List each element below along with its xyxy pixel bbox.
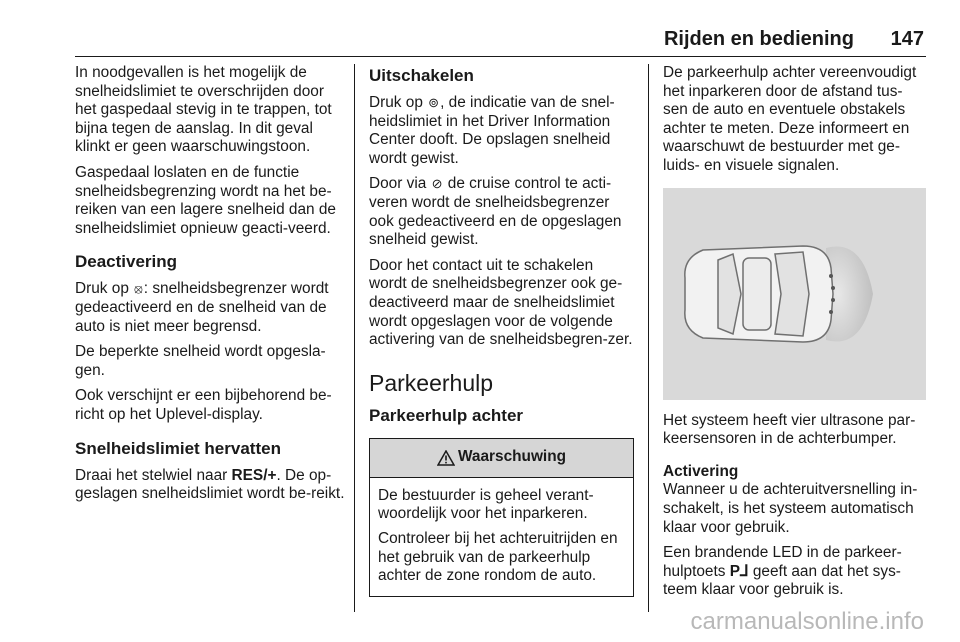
paragraph: Een brandende LED in de parkeer-hulptoets P⅃ geeft aan dat het sys-teem klaar voor gebruik is. bbox=[663, 544, 902, 599]
paragraph: Ook verschijnt er een bijbehorend be-richt op het Uplevel-display. bbox=[75, 387, 332, 423]
watermark: carmanualsonline.info bbox=[690, 608, 924, 635]
res-plus-label: RES/+ bbox=[231, 466, 277, 484]
page-header bbox=[75, 26, 926, 57]
paragraph: De bestuurder is geheel verant-woordelijk voor het inparkeren. bbox=[378, 486, 594, 523]
heading-activering: Activering bbox=[663, 462, 739, 480]
heading-parkeerhulp: Parkeerhulp bbox=[369, 369, 494, 396]
car-parking-sensor-illustration bbox=[663, 188, 926, 400]
column-divider bbox=[648, 64, 649, 612]
paragraph: Door het contact uit te schakelen wordt de snelheidsbegrenzer ook ge-deactiveerd maar de snelheidslimiet wordt opgeslagen voor de volgende activering van de snelheidsbegren-zer. bbox=[369, 256, 633, 349]
paragraph: Draai het stelwiel naar RES/+. De op-geslagen snelheidslimiet wordt be-reikt. bbox=[75, 466, 345, 503]
speed-limiter-icon: ⦻ bbox=[134, 281, 143, 297]
warning-triangle-icon bbox=[437, 450, 455, 466]
section-title: Rijden en bediening bbox=[663, 28, 854, 50]
paragraph: Druk op ⊚, de indicatie van de snel-heidslimiet in het Driver Information Center dooft. De opslagen snelheid wordt gewist. bbox=[369, 94, 615, 167]
paragraph: Controleer bij het achteruitrijden en het gebruik van de parkeerhulp achter de zone rondom de auto. bbox=[378, 529, 618, 585]
warning-body bbox=[370, 478, 633, 596]
column-divider bbox=[354, 64, 355, 612]
page-number: 147 bbox=[890, 28, 924, 50]
paragraph: De parkeerhulp achter vereenvoudigt het inparkeren door de afstand tus-sen de auto en eventuele obstakels achter te meten. Deze informeert en waarschuwt de bestuurder met ge-luids- en visuele signalen. bbox=[663, 64, 917, 174]
car-top-view-icon bbox=[685, 246, 833, 342]
column-3 bbox=[663, 64, 926, 607]
cruise-control-icon: ⊘ bbox=[431, 176, 443, 192]
heading-hervatten: Snelheidslimiet hervatten bbox=[75, 438, 281, 458]
heading-uitschakelen: Uitschakelen bbox=[369, 66, 474, 85]
paragraph: Het systeem heeft vier ultrasone par-keersensoren in de achterbumper. bbox=[663, 411, 916, 448]
heading-parkeerhulp-achter: Parkeerhulp achter bbox=[369, 405, 524, 425]
warning-box bbox=[369, 438, 634, 597]
paragraph: Wanneer u de achteruitversnelling in-schakelt, is het systeem automatisch klaar voor gebruik. bbox=[663, 481, 918, 536]
column-1 bbox=[75, 64, 345, 511]
warning-title: Waarschuwing bbox=[457, 448, 567, 466]
paragraph: Gaspedaal loslaten en de functie snelheidsbegrenzing wordt na het be-reiken van een lagere snelheid dan de snelheidslimiet opnieuw geacti-veerd. bbox=[75, 163, 336, 237]
speed-limiter-button-icon: ⊚ bbox=[428, 95, 440, 110]
paragraph: Druk op ⦻: snelheidsbegrenzer wordt gedeactiveerd en de snelheid van de auto is niet meer begrensd. bbox=[75, 280, 329, 335]
parking-assist-button-icon: P⅃ bbox=[729, 562, 749, 580]
column-2 bbox=[369, 64, 634, 597]
paragraph: In noodgevallen is het mogelijk de snelheidslimiet te overschrijden door het gaspedaal stevig in te trappen, tot bijna tegen de aanslag. In dit geval klinkt er geen waarschuwingstoon. bbox=[75, 64, 332, 156]
paragraph: De beperkte snelheid wordt opgesla-gen. bbox=[75, 343, 326, 379]
heading-deactivering: Deactivering bbox=[75, 252, 178, 272]
warning-header bbox=[370, 439, 633, 478]
paragraph: Door via ⊘ de cruise control te acti-veren wordt de snelheidsbegrenzer ook gedeactiveerd en de opgeslagen snelheid gewist. bbox=[369, 175, 622, 249]
